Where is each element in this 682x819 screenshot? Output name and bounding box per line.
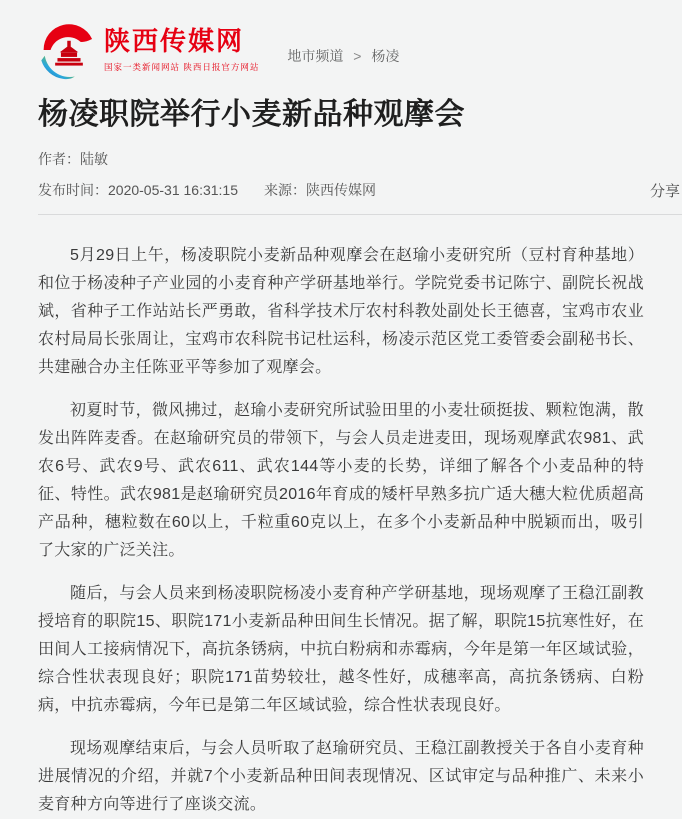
author-label: 作者： (38, 151, 80, 167)
source-label: 来源： (264, 182, 306, 198)
breadcrumb (287, 46, 399, 66)
author-row (38, 149, 644, 169)
article-paragraph: 初夏时节，微风拂过，赵瑜小麦研究所试验田里的小麦壮硕挺拔、颗粒饱满，散发出阵阵麦香。在赵瑜研究员的带领下，与会人员走进麦田，现场观摩武农981、武农6号、武农9号、武农611、武农144等小麦的长势，详细了解各个小麦品种的特征、特性。武农981是赵瑜研究员2016年育成的矮杆早熟多抗广适大穗大粒优质超高产品种，穗粒数在60以上，千粒重60克以上，在多个小麦新品种中脱颖而出，吸引了大家的广泛关注。 (38, 402, 644, 559)
site-emblem-icon (40, 20, 98, 80)
article-paragraph: 随后，与会人员来到杨凌职院杨凌小麦育种产学研基地，现场观摩了王稳江副教授培育的职院15、职院171小麦新品种田间生长情况。据了解，职院15抗寒性好，在田间人工接病情况下，高抗条锈病，中抗白粉病和赤霉病，今年是第一年区域试验，综合性状表现良好；职院171苗势较壮，越冬性好，成穗率高，高抗条锈病、白粉病，中抗赤霉病，今年已是第二年区域试验，综合性状表现良好。 (38, 585, 644, 714)
article-paragraph: 现场观摩结束后，与会人员听取了赵瑜研究员、王稳江副教授关于各自小麦育种进展情况的介绍，并就7个小麦新品种田间表现情况、区试审定与品种推广、未来小麦育种方向等进行了座谈交流。 (38, 740, 644, 813)
article-body (38, 242, 644, 819)
page-title: 杨凌职院举行小麦新品种观摩会 (38, 98, 465, 131)
site-header (0, 0, 682, 80)
source (264, 180, 376, 200)
site-tagline: 国家一类新闻网站 陕西日报官方网站 (104, 62, 260, 72)
article-paragraph: 5月29日上午，杨凌职院小麦新品种观摩会在赵瑜小麦研究所（豆村育种基地）和位于杨凌种子产业园的小麦育种产学研基地举行。学院党委书记陈宁、副院长祝战斌，省种子工作站站长严勇敢，省科学技术厅农村科教处副处长王德喜，宝鸡市农业农村局局长张周让，宝鸡市农科院书记杜运科，杨凌示范区党工委管委会副秘书长、共建融合办主任陈亚平等参加了观摩会。 (38, 247, 644, 376)
site-logo-text (104, 27, 259, 73)
publish-value: 2020-05-31 16:31:15 (108, 182, 238, 198)
breadcrumb-separator: > (353, 48, 362, 64)
publish-time (38, 180, 238, 200)
site-name: 陕西传媒网 (104, 27, 245, 56)
meta-divider (38, 214, 682, 215)
breadcrumb-current-link[interactable]: 杨凌 (371, 48, 400, 64)
publish-label: 发布时间： (38, 182, 108, 198)
breadcrumb-section-link[interactable]: 地市频道 (287, 48, 344, 64)
site-logo[interactable] (40, 20, 259, 80)
article (0, 96, 682, 819)
share-button[interactable]: 分享 (649, 183, 680, 200)
source-value: 陕西传媒网 (306, 182, 376, 198)
meta-row (38, 180, 680, 200)
author-value: 陆敏 (80, 151, 108, 167)
